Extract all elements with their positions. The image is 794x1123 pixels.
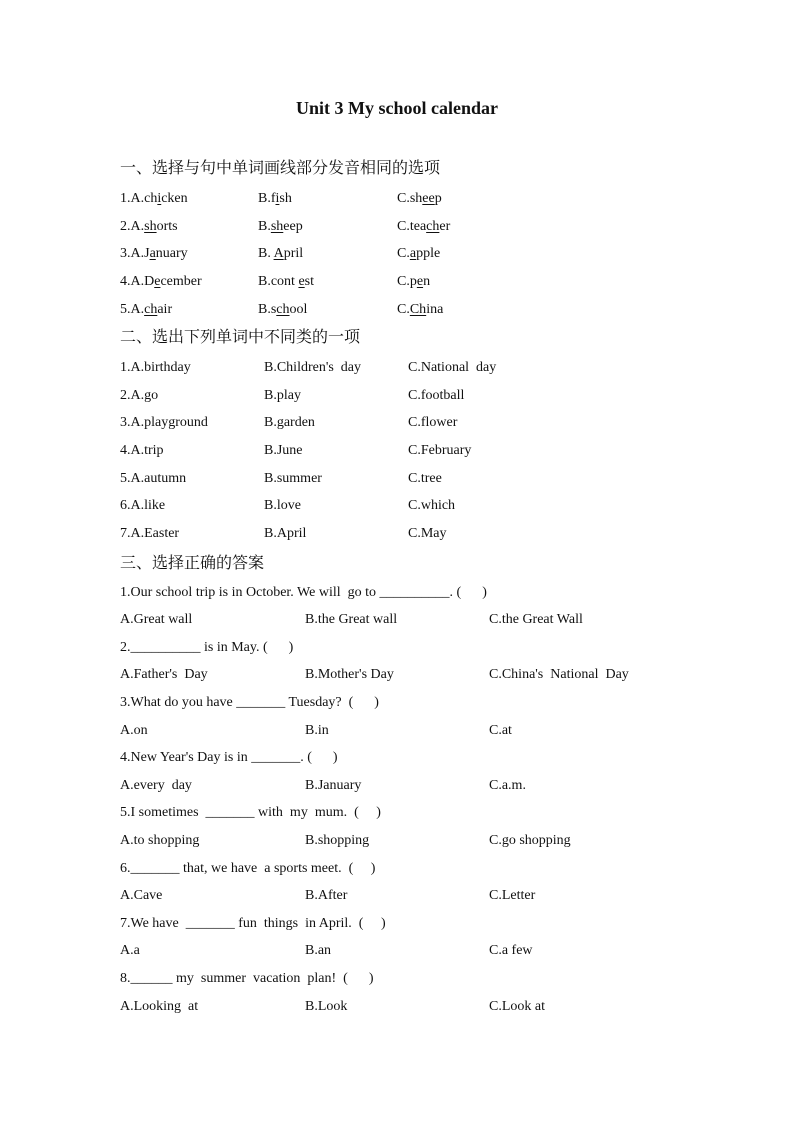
word-option: C.May <box>408 526 447 541</box>
question-text: 7.We have _______ fun things in April. ( ) <box>120 916 386 931</box>
section-2-heading: 二、选出下列单词中不同类的一项 <box>120 327 361 346</box>
answer-option: A.on <box>120 723 148 738</box>
answer-row <box>0 610 794 630</box>
phonics-option <box>258 217 303 237</box>
answer-row <box>0 665 794 685</box>
option-text: B. <box>258 246 274 261</box>
question-row <box>0 693 794 713</box>
phonics-option <box>397 272 430 292</box>
phonics-row <box>0 217 794 237</box>
underlined-sound: i <box>275 191 280 206</box>
page-title: Unit 3 My school calendar <box>296 98 498 118</box>
question-text: 4.New Year's Day is in _______. ( ) <box>120 750 338 765</box>
answer-option: B.shopping <box>305 833 370 848</box>
answer-option: C.a.m. <box>489 778 526 793</box>
underlined-sound: ch <box>276 302 290 317</box>
phonics-option <box>397 189 442 209</box>
option-text: C.sh <box>397 191 423 206</box>
underlined-sound: e <box>154 274 161 289</box>
answer-option: C.Look at <box>489 999 545 1014</box>
underlined-sound: ch <box>144 302 158 317</box>
question-text: 3.What do you have _______ Tuesday? ( ) <box>120 695 379 710</box>
answer-option: C.go shopping <box>489 833 571 848</box>
odd-one-out-row <box>0 524 794 544</box>
option-text: er <box>439 219 451 234</box>
option-text: C.p <box>397 274 417 289</box>
answer-option: C.a few <box>489 943 533 958</box>
answer-row <box>0 997 794 1017</box>
odd-one-out-row <box>0 441 794 461</box>
question-row <box>0 583 794 603</box>
word-option: 7.A.Easter <box>120 526 180 541</box>
phonics-row <box>0 189 794 209</box>
answer-option: A.every day <box>120 778 192 793</box>
word-option: 2.A.go <box>120 388 159 403</box>
underlined-sound: ch <box>426 219 440 234</box>
question-text: 8.______ my summer vacation plan! ( ) <box>120 971 374 986</box>
option-text: 4.A.D <box>120 274 155 289</box>
word-option: 1.A.birthday <box>120 360 191 375</box>
option-text: orts <box>156 219 178 234</box>
odd-one-out-row <box>0 496 794 516</box>
underlined-sound: ee <box>422 191 435 206</box>
option-text: pril <box>283 246 304 261</box>
option-text: p <box>434 191 442 206</box>
underlined-sound: e <box>416 274 424 289</box>
option-text: C.tea <box>397 219 427 234</box>
section-3-heading: 三、选择正确的答案 <box>120 553 265 572</box>
answer-option: C.the Great Wall <box>489 612 583 627</box>
phonics-row <box>0 244 794 264</box>
option-text: n <box>423 274 431 289</box>
phonics-option <box>120 272 202 292</box>
option-text: 3.A.J <box>120 246 150 261</box>
phonics-option <box>120 244 188 264</box>
question-text: 2.__________ is in May. ( ) <box>120 640 294 655</box>
answer-row <box>0 886 794 906</box>
answer-option: A.Father's Day <box>120 667 208 682</box>
underlined-sound: A <box>273 246 284 261</box>
answer-row <box>0 721 794 741</box>
word-option: B.summer <box>264 471 322 486</box>
option-text: air <box>157 302 173 317</box>
word-option: 6.A.like <box>120 498 166 513</box>
question-row <box>0 748 794 768</box>
word-option: B.June <box>264 443 303 458</box>
phonics-option <box>397 300 443 320</box>
option-text: B.s <box>258 302 277 317</box>
answer-option: B.in <box>305 723 329 738</box>
answer-option: A.Cave <box>120 888 163 903</box>
answer-option: B.Mother's Day <box>305 667 394 682</box>
answer-option: C.at <box>489 723 512 738</box>
answer-row <box>0 941 794 961</box>
answer-option: A.Great wall <box>120 612 193 627</box>
option-text: B.f <box>258 191 276 206</box>
option-text: 2.A. <box>120 219 145 234</box>
underlined-sound: e <box>298 274 305 289</box>
question-row <box>0 914 794 934</box>
option-text: pple <box>416 246 441 261</box>
phonics-option <box>258 272 314 292</box>
odd-one-out-row <box>0 413 794 433</box>
option-text: ool <box>289 302 308 317</box>
word-option: C.which <box>408 498 456 513</box>
phonics-option <box>397 217 450 237</box>
phonics-option <box>397 244 440 264</box>
word-option: C.February <box>408 443 472 458</box>
phonics-option <box>258 189 292 209</box>
answer-option: B.the Great wall <box>305 612 398 627</box>
answer-option: B.Look <box>305 999 348 1014</box>
answer-option: C.Letter <box>489 888 536 903</box>
phonics-row <box>0 272 794 292</box>
answer-option: A.a <box>120 943 140 958</box>
word-option: B.April <box>264 526 307 541</box>
option-text: st <box>304 274 315 289</box>
question-text: 1.Our school trip is in October. We will go to __________. ( ) <box>120 585 487 600</box>
option-text: C. <box>397 246 410 261</box>
section-1-heading: 一、选择与句中单词画线部分发音相同的选项 <box>120 158 441 177</box>
question-text: 5.I sometimes _______ with my mum. ( ) <box>120 805 381 820</box>
phonics-option <box>258 244 303 264</box>
underlined-sound: a <box>149 246 156 261</box>
word-option: C.National day <box>408 360 497 375</box>
option-text: cken <box>161 191 188 206</box>
odd-one-out-row <box>0 358 794 378</box>
phonics-option <box>120 217 178 237</box>
option-text: 5.A. <box>120 302 145 317</box>
word-option: C.tree <box>408 471 442 486</box>
phonics-option <box>120 189 188 209</box>
question-row <box>0 969 794 989</box>
word-option: C.football <box>408 388 465 403</box>
phonics-option <box>120 300 172 320</box>
question-row <box>0 803 794 823</box>
question-row <box>0 638 794 658</box>
word-option: C.flower <box>408 415 458 430</box>
option-text: ina <box>426 302 444 317</box>
option-text: nuary <box>155 246 188 261</box>
option-text: C. <box>397 302 410 317</box>
option-text: 1.A.ch <box>120 191 158 206</box>
word-option: 3.A.playground <box>120 415 208 430</box>
word-option: B.play <box>264 388 301 403</box>
answer-option: C.China's National Day <box>489 667 629 682</box>
answer-option: A.Looking at <box>120 999 199 1014</box>
odd-one-out-row <box>0 469 794 489</box>
word-option: B.Children's day <box>264 360 362 375</box>
phonics-option <box>258 300 307 320</box>
answer-option: B.January <box>305 778 362 793</box>
word-option: 5.A.autumn <box>120 471 187 486</box>
option-text: eep <box>283 219 303 234</box>
answer-row <box>0 776 794 796</box>
question-row <box>0 859 794 879</box>
answer-option: B.an <box>305 943 332 958</box>
option-text: B.cont <box>258 274 299 289</box>
underlined-sound: i <box>157 191 162 206</box>
option-text: cember <box>160 274 202 289</box>
odd-one-out-row <box>0 386 794 406</box>
underlined-sound: sh <box>270 219 284 234</box>
option-text: sh <box>279 191 292 206</box>
answer-option: A.to shopping <box>120 833 200 848</box>
word-option: B.love <box>264 498 301 513</box>
underlined-sound: Ch <box>409 302 427 317</box>
answer-option: B.After <box>305 888 348 903</box>
answer-row <box>0 831 794 851</box>
word-option: B.garden <box>264 415 315 430</box>
option-text: B. <box>258 219 271 234</box>
underlined-sound: a <box>409 246 417 261</box>
word-option: 4.A.trip <box>120 443 164 458</box>
phonics-row <box>0 300 794 320</box>
question-text: 6._______ that, we have a sports meet. ( ) <box>120 861 376 876</box>
underlined-sound: sh <box>144 219 157 234</box>
